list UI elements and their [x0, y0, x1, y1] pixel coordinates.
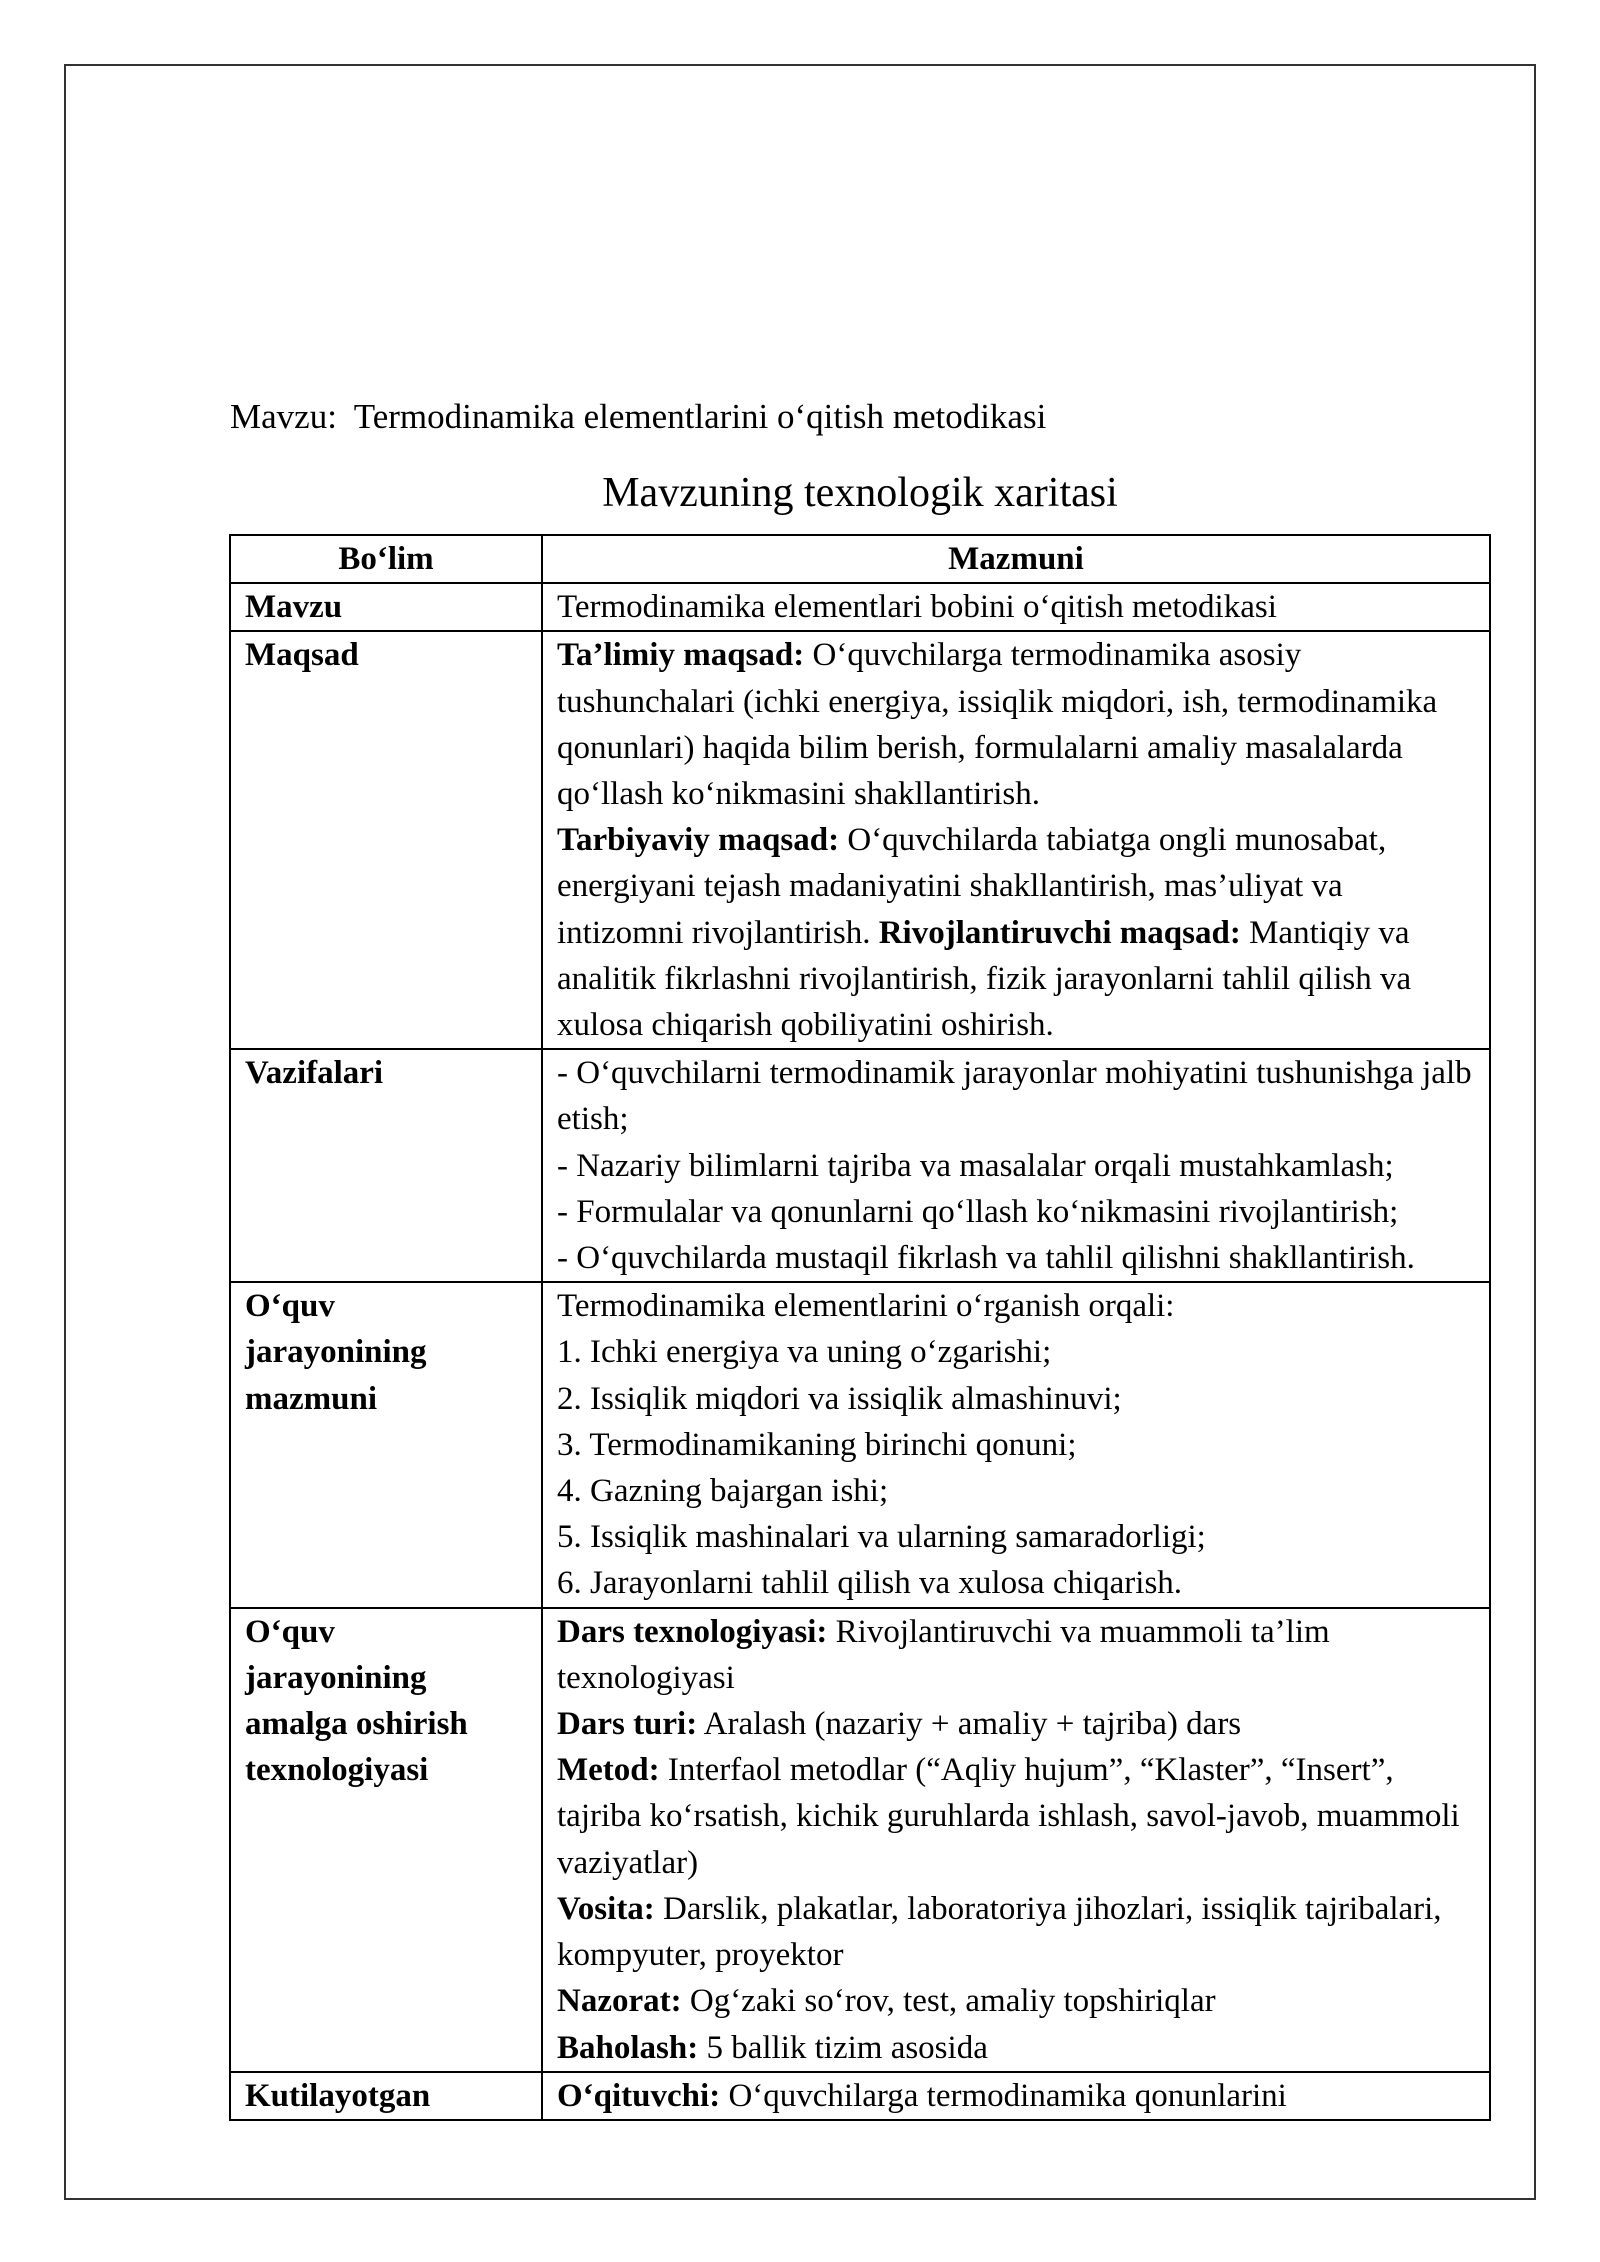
row-label-topic: Mavzu	[230, 583, 542, 631]
row-content-process-technology	[542, 1608, 1490, 2072]
technology-map-table	[229, 534, 1491, 2121]
upbringing-goal-text: O‘quvchilarda tabiatga ongli munosabat, energiyani tejash madaniyatini shakllantirish, mas’uliyat va intizomni rivojlantirish.	[557, 822, 1387, 951]
task-item: - O‘quvchilarni termodinamik jarayonlar mohiyatini tushunishga jalb etish;	[557, 1055, 1472, 1138]
content-item: 2. Issiqlik miqdori va issiqlik almashinuvi;	[557, 1380, 1122, 1417]
row-content-topic: Termodinamika elementlari bobini o‘qitish metodikasi	[542, 583, 1490, 631]
entry-text: Rivojlantiruvchi va muammoli ta’lim texnologiyasi	[557, 1613, 1330, 1696]
developmental-goal-label: Rivojlantiruvchi maqsad:	[878, 914, 1241, 951]
table-row-topic	[230, 583, 1490, 631]
row-label-goal: Maqsad	[230, 631, 542, 1049]
table-row-process-content	[230, 1282, 1490, 1607]
header-content: Mazmuni	[542, 535, 1490, 583]
entry-label: Nazorat:	[557, 1983, 682, 2020]
entry-text: Darslik, plakatlar, laboratoriya jihozlari, issiqlik tajribalari, kompyuter, proyektor	[557, 1890, 1442, 1974]
label-line: O‘quv	[245, 1288, 335, 1325]
task-item: - O‘quvchilarda mustaqil fikrlash va tahlil qilishni shakllantirish.	[557, 1240, 1415, 1277]
teacher-text: O‘quvchilarga termodinamika qonunlarini	[728, 2077, 1287, 2114]
row-label-tasks: Vazifalari	[230, 1049, 542, 1282]
entry-text: Interfaol metodlar (“Aqliy hujum”, “Klaster”, “Insert”, tajriba ko‘rsatish, kichik guruhlarda ishlash, savol-javob, muammoli vaziyatlar)	[557, 1752, 1460, 1881]
header-section: Bo‘lim	[230, 535, 542, 583]
label-line: amalga oshirish	[245, 1706, 468, 1743]
task-item: - Nazariy bilimlarni tajriba va masalalar orqali mustahkamlash;	[557, 1147, 1394, 1184]
row-label-process-technology	[230, 1608, 542, 2072]
row-content-goal	[542, 631, 1490, 1049]
table-row-goal	[230, 631, 1490, 1049]
technology-entry	[557, 1747, 1475, 1886]
entry-label: Metod:	[557, 1752, 660, 1789]
technology-entry	[557, 1701, 1475, 1747]
topic-text: Termodinamika elementlarini o‘qitish metodikasi	[353, 397, 1047, 436]
label-line: jarayonining	[245, 1334, 427, 1371]
document-title: Mavzuning texnologik xaritasi	[602, 470, 1118, 516]
entry-label: Dars turi:	[557, 1706, 698, 1743]
row-content-tasks	[542, 1049, 1490, 1282]
entry-text: 5 ballik tizim asosida	[706, 2029, 988, 2066]
entry-label: Dars texnologiyasi:	[557, 1613, 828, 1650]
educational-goal-text: O‘quvchilarga termodinamika asosiy tushunchalari (ichki energiya, issiqlik miqdori, ish, termodinamika qonunlari) haqida bilim berish, formulalarni amaliy masalalarda qo‘llash ko‘nikmasini shakllantirish.	[557, 637, 1438, 813]
task-item: - Formulalar va qonunlarni qo‘llash ko‘nikmasini rivojlantirish;	[557, 1193, 1399, 1230]
developmental-goal-text: Mantiqiy va analitik fikrlashni rivojlantirish, fizik jarayonlarni tahlil qilish va xulosa chiqarish qobiliyatini oshirish.	[557, 914, 1412, 1044]
row-content-process-content	[542, 1282, 1490, 1607]
content-item: 6. Jarayonlarni tahlil qilish va xulosa chiqarish.	[557, 1565, 1183, 1602]
entry-text: Og‘zaki so‘rov, test, amaliy topshiriqlar	[689, 1983, 1216, 2020]
topic-line	[230, 394, 1046, 440]
technology-entry	[557, 1886, 1475, 1978]
technology-entry	[557, 2025, 1475, 2071]
teacher-label: O‘qituvchi:	[557, 2077, 721, 2114]
entry-label: Vosita:	[557, 1890, 655, 1927]
label-line: texnologiyasi	[245, 1752, 429, 1789]
topic-label: Mavzu:	[230, 397, 337, 436]
content-item: 1. Ichki energiya va uning o‘zgarishi;	[557, 1334, 1052, 1371]
table-row-process-technology	[230, 1608, 1490, 2072]
row-label-process-content	[230, 1282, 542, 1607]
table-row-expected	[230, 2072, 1490, 2120]
label-line: mazmuni	[245, 1380, 377, 1417]
content-item: 3. Termodinamikaning birinchi qonuni;	[557, 1426, 1077, 1463]
content-intro: Termodinamika elementlarini o‘rganish orqali:	[557, 1288, 1175, 1325]
educational-goal-label: Ta’limiy maqsad:	[557, 637, 805, 674]
table-header-row	[230, 535, 1490, 583]
row-label-expected: Kutilayotgan	[230, 2072, 542, 2120]
upbringing-goal-label: Tarbiyaviy maqsad:	[557, 822, 840, 859]
content-item: 5. Issiqlik mashinalari va ularning samaradorligi;	[557, 1519, 1206, 1556]
technology-entry	[557, 1609, 1475, 1701]
label-line: O‘quv	[245, 1613, 335, 1650]
entry-text: Aralash (nazariy + amaliy + tajriba) dars	[703, 1706, 1242, 1743]
row-content-expected	[542, 2072, 1490, 2120]
label-line: jarayonining	[245, 1659, 427, 1696]
technology-entry	[557, 1978, 1475, 2024]
entry-label: Baholash:	[557, 2029, 699, 2066]
content-item: 4. Gazning bajargan ishi;	[557, 1473, 889, 1510]
table-row-tasks	[230, 1049, 1490, 1282]
